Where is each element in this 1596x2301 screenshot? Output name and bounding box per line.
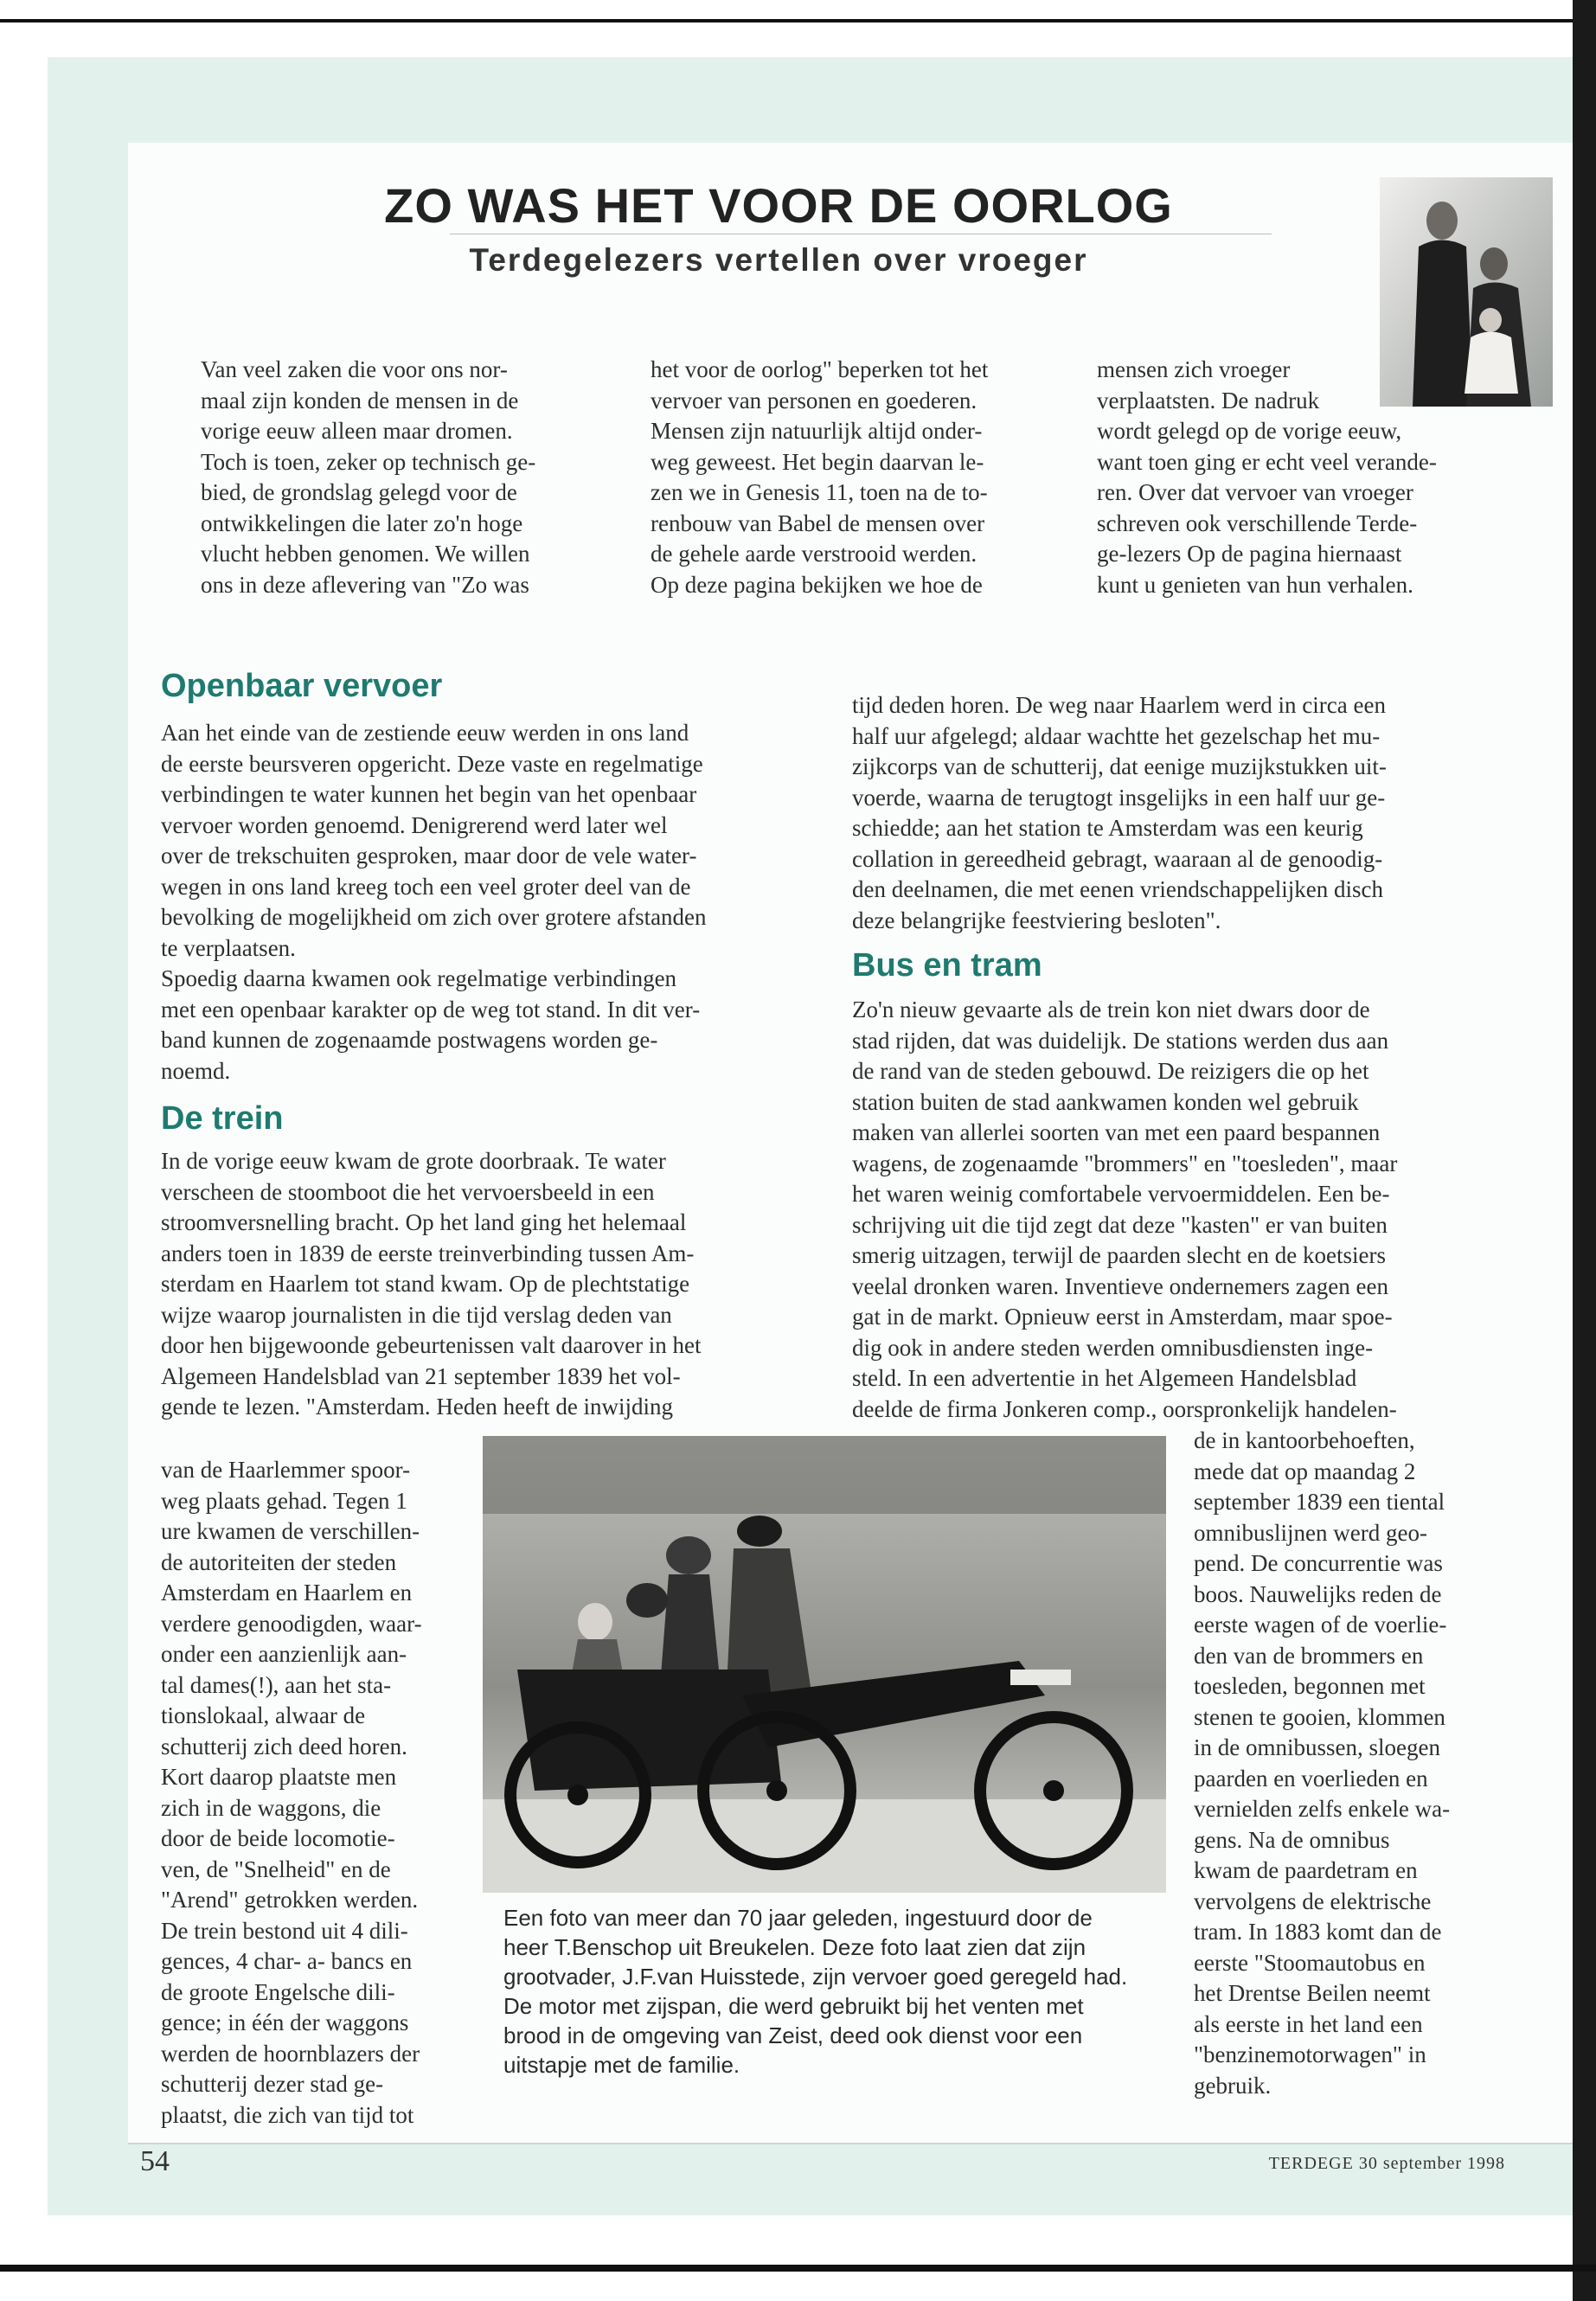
magazine-footer: TERDEGE 30 september 1998 [1268, 2154, 1505, 2173]
intro-column-2: het voor de oorlog" beperken tot het vervoer van personen en goederen. Mensen zijn natuurlijk altijd onder- weg geweest. Het begin daarvan le- zen we in Genesis 11, toen na de to- renbouw van Babel de mensen over de gehele aarde verstrooid werden. Op deze pagina bekijken we hoe de [651, 356, 989, 598]
article-title: ZO WAS HET VOOR DE OORLOG [384, 178, 1173, 233]
article-subtitle: Terdegelezers vertellen over vroeger [469, 242, 1088, 278]
page-number: 54 [140, 2145, 170, 2177]
footer-divider [128, 2143, 1574, 2144]
heading-openbaar-vervoer: Openbaar vervoer [161, 668, 443, 704]
bottom-border-rule [0, 2265, 1596, 2272]
motorcycle-sidecar-photo [483, 1436, 1166, 1893]
intro-column-3: mensen zich vroeger verplaatsten. De nadruk wordt gelegd op de vorige eeuw, want toen ging er echt veel verande- ren. Over dat vervoer van vroeger schreven ook verschillende Terde- ge-lezers Op de pagina hiernaast kunt u genieten van hun verhalen. [1097, 356, 1437, 598]
heading-bus-en-tram: Bus en tram [852, 947, 1042, 984]
trein-text-right-column: tijd deden horen. De weg naar Haarlem werd in circa een half uur afgelegd; aldaar wachtte het gezelschap het mu- zijkcorps van de schutterij, dat eenige muzijkstukken uit- voerde, waarna de terugtogt insgelijks in een half uur ge- schiedde; aan het station te Amsterdam was een keurig collation in gereedheid gebragt, waaraan al de genoodig- den deelnamen, die met eenen vriendschappelijken disch deze belangrijke feestviering besloten". [852, 692, 1387, 933]
bus-en-tram-text: Zo'n nieuw gevaarte als de trein kon niet dwars door de stad rijden, dat was duidelijk. De stations werden dus aan de rand van de steden gebouwd. De reizigers die op het station buiten de stad aankwamen konden wel gebruik maken van allerlei soorten van met een paard bespannen wagens, de zogenaamde "brommers" en "toesleden", maar het waren weinig comfortabele vervoermiddelen. Een be- schrijving uit die tijd zegt dat deze "kasten" er van buiten smerig uitzagen, terwijl de paarden slecht en de koetsiers veelal dronken waren. Inventieve ondernemers zagen een gat in de markt. Opnieuw eerst in Amsterdam, maar spoe- dig ook in andere steden werden omnibusdiensten inge- steld. In een advertentie in het Algemeen Handelsblad deelde de firma Jonkeren comp., oorspronkelijk handelen- [852, 997, 1398, 1422]
photo-caption: Een foto van meer dan 70 jaar geleden, ingestuurd door de heer T.Benschop uit Breukelen. Deze foto laat zien dat zijn grootvader, J.F.van Huisstede, zijn vervoer goed geregeld had. De motor met zijspan, die werd gebruikt bij het venten met brood in de omgeving van Zeist, deed ook dienst voor een uitstapje met de familie. [503, 1905, 1128, 2078]
top-border-rule [0, 19, 1596, 22]
de-trein-text: In de vorige eeuw kwam de grote doorbraak. Te water verscheen de stoomboot die het vervoersbeeld in een stroomversnelling bracht. Op het land ging het helemaal anders toen in 1839 de eerste treinverbinding tussen Am- sterdam en Haarlem tot stand kwam. Op de plechtstatige wijze waarop journalisten in die tijd verslag deden van door hen bijgewoonde gebeurtenissen valt daarover in het Algemeen Handelsblad van 21 september 1839 het vol- gende te lezen. "Amsterdam. Heden heeft de inwijding [161, 1148, 702, 1420]
bus-en-tram-text-continued: de in kantoorbehoeften, mede dat op maandag 2 september 1839 een tiental omnibuslijnen werd geo- pend. De concurrentie was boos. Nauwelijks reden de eerste wagen of de voerlie- den van de brommers en toesleden, begonnen met stenen te gooien, klommen in de omnibussen, sloegen paarden en voerlieden en vernielden zelfs enkele wa- gens. Na de omnibus kwam de paardetram en vervolgens de elektrische tram. In 1883 komt dan de eerste "Stoomautobus en het Drentse Beilen neemt als eerste in het land een "benzinemotorwagen" in gebruik. [1194, 1427, 1451, 2099]
scan-edge [1573, 0, 1596, 2301]
heading-de-trein: De trein [161, 1100, 284, 1137]
intro-column-1: Van veel zaken die voor ons nor- maal zijn konden de mensen in de vorige eeuw alleen maar dromen. Toch is toen, zeker op technisch ge- bied, de grondslag gelegd voor de ontwikkelingen die later zo'n hoge vlucht hebben genomen. We willen ons in deze aflevering van "Zo was [201, 356, 536, 598]
openbaar-vervoer-text: Aan het einde van de zestiende eeuw werden in ons land de eerste beursveren opgericht. Deze vaste en regelmatige verbindingen te water kunnen het begin van het openbaar vervoer worden genoemd. Denigrerend werd later wel over de trekschuiten gesproken, maar door de vele water- wegen in ons land kreeg toch een veel groter deel van de bevolking de mogelijkheid om zich over grotere afstanden te verplaatsen. Spoedig daarna kwamen ook regelmatige verbindingen met een openbaar karakter op de weg tot stand. In dit ver- band kunnen de zogenaamde postwagens worden ge- noemd. [161, 720, 707, 1084]
de-trein-text-continued: van de Haarlemmer spoor- weg plaats gehad. Tegen 1 ure kwamen de verschillen- de autoriteiten der steden Amsterdam en Haarlem en verdere genoodigden, waar- onder een aanzienlijk aan- tal dames(!), aan het sta- tionslokaal, alwaar de schutterij zich deed horen. Kort daarop plaatste men zich in de waggons, die door de beide locomotie- ven, de "Snelheid" en de "Arend" getrokken werden. De trein bestond uit 4 dili- gences, 4 char- a- bancs en de groote Engelsche dili- gence; in één der waggons werden de hoornblazers der schutterij dezer stad ge- plaatst, die zich van tijd tot [161, 1457, 422, 2128]
